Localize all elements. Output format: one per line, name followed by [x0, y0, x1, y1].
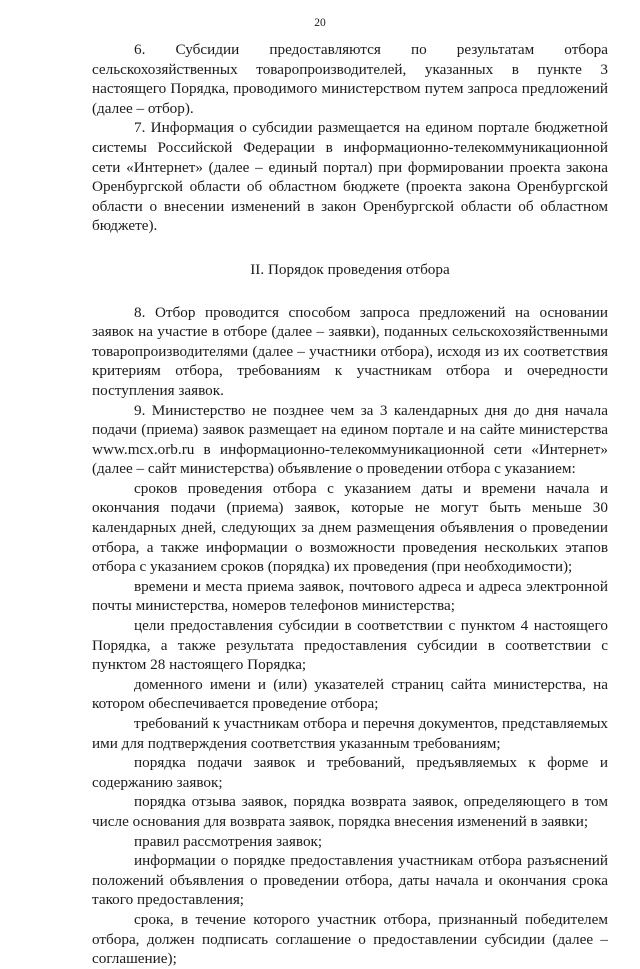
list-item-requirements: требований к участникам отбора и перечня документов, представляемых ими для подтверждения соответствия указанным требованиям; [92, 715, 608, 752]
list-item-submission: порядка подачи заявок и требований, предъявляемых к форме и содержанию заявок; [92, 754, 608, 791]
page-number: 20 [314, 17, 326, 29]
paragraph-8: 8. Отбор проводится способом запроса предложений на основании заявок на участие в отборе (далее – заявки), поданных сельскохозяйственными товаропроизводителями (далее – участники отбора), исходя из их соответствия критериям отбора, требованиям к участникам отбора и очередности поступления заявок. [92, 303, 608, 399]
list-item-clarifications: информации о порядке предоставления участникам отбора разъяснений положений объявления о проведении отбора, даты начала и окончания срока такого предоставления; [92, 852, 608, 909]
list-item-review-rules: правил рассмотрения заявок; [134, 832, 323, 850]
section-heading: II. Порядок проведения отбора [250, 260, 450, 278]
document-body [92, 40, 608, 969]
list-item-withdrawal: порядка отзыва заявок, порядка возврата заявок, определяющего в том числе основания для возврата заявок, порядка внесения изменений в заявки; [92, 793, 608, 830]
list-item-time-place: времени и места приема заявок, почтового адреса и адреса электронной почты министерства, номеров телефонов министерства; [92, 577, 608, 615]
list-item-deadlines: сроков проведения отбора с указанием даты и времени начала и окончания подачи (приема) заявок, которые не могут быть меньше 30 календарных дней, следующих за днем размещения объявления о проведении отбора, а также информации о возможности проведения нескольких этапов отбора с указанием сроков (порядка) их проведения (при необходимости); [92, 479, 608, 576]
list-item-domain: доменного имени и (или) указателей страниц сайта министерства, на котором обеспечивается проведение отбора; [92, 675, 608, 713]
list-item-agreement-term: срока, в течение которого участник отбора, признанный победителем отбора, должен подписать соглашение о предоставлении субсидии (далее – соглашение); [92, 910, 608, 968]
list-item-purpose: цели предоставления субсидии в соответствии с пунктом 4 настоящего Порядка, а также результата предоставления субсидии в соответствии с пунктом 28 настоящего Порядка; [92, 617, 608, 674]
paragraph-6: 6. Субсидии предоставляются по результатам отбора сельскохозяйственных товаропроизводителей, указанных в пункте 3 настоящего Порядка, проводимого министерством путем запроса предложений (далее – отбор). [92, 41, 608, 117]
paragraph-7: 7. Информация о субсидии размещается на едином портале бюджетной системы Российской Федерации в информационно-телекоммуникационной сети «Интернет» (далее – единый портал) при формировании проекта закона Оренбургской области об областном бюджете (проекта закона Оренбургской области о внесении изменений в закон Оренбургской области об областном бюджете). [92, 119, 608, 235]
paragraph-9: 9. Министерство не позднее чем за 3 календарных дня до дня начала подачи (приема) заявок размещает на едином портале и на сайте министерства www.mcx.orb.ru в информационно-телекоммуникационной сети «Интернет» (далее – сайт министерства) объявление о проведении отбора с указанием: [92, 401, 608, 478]
